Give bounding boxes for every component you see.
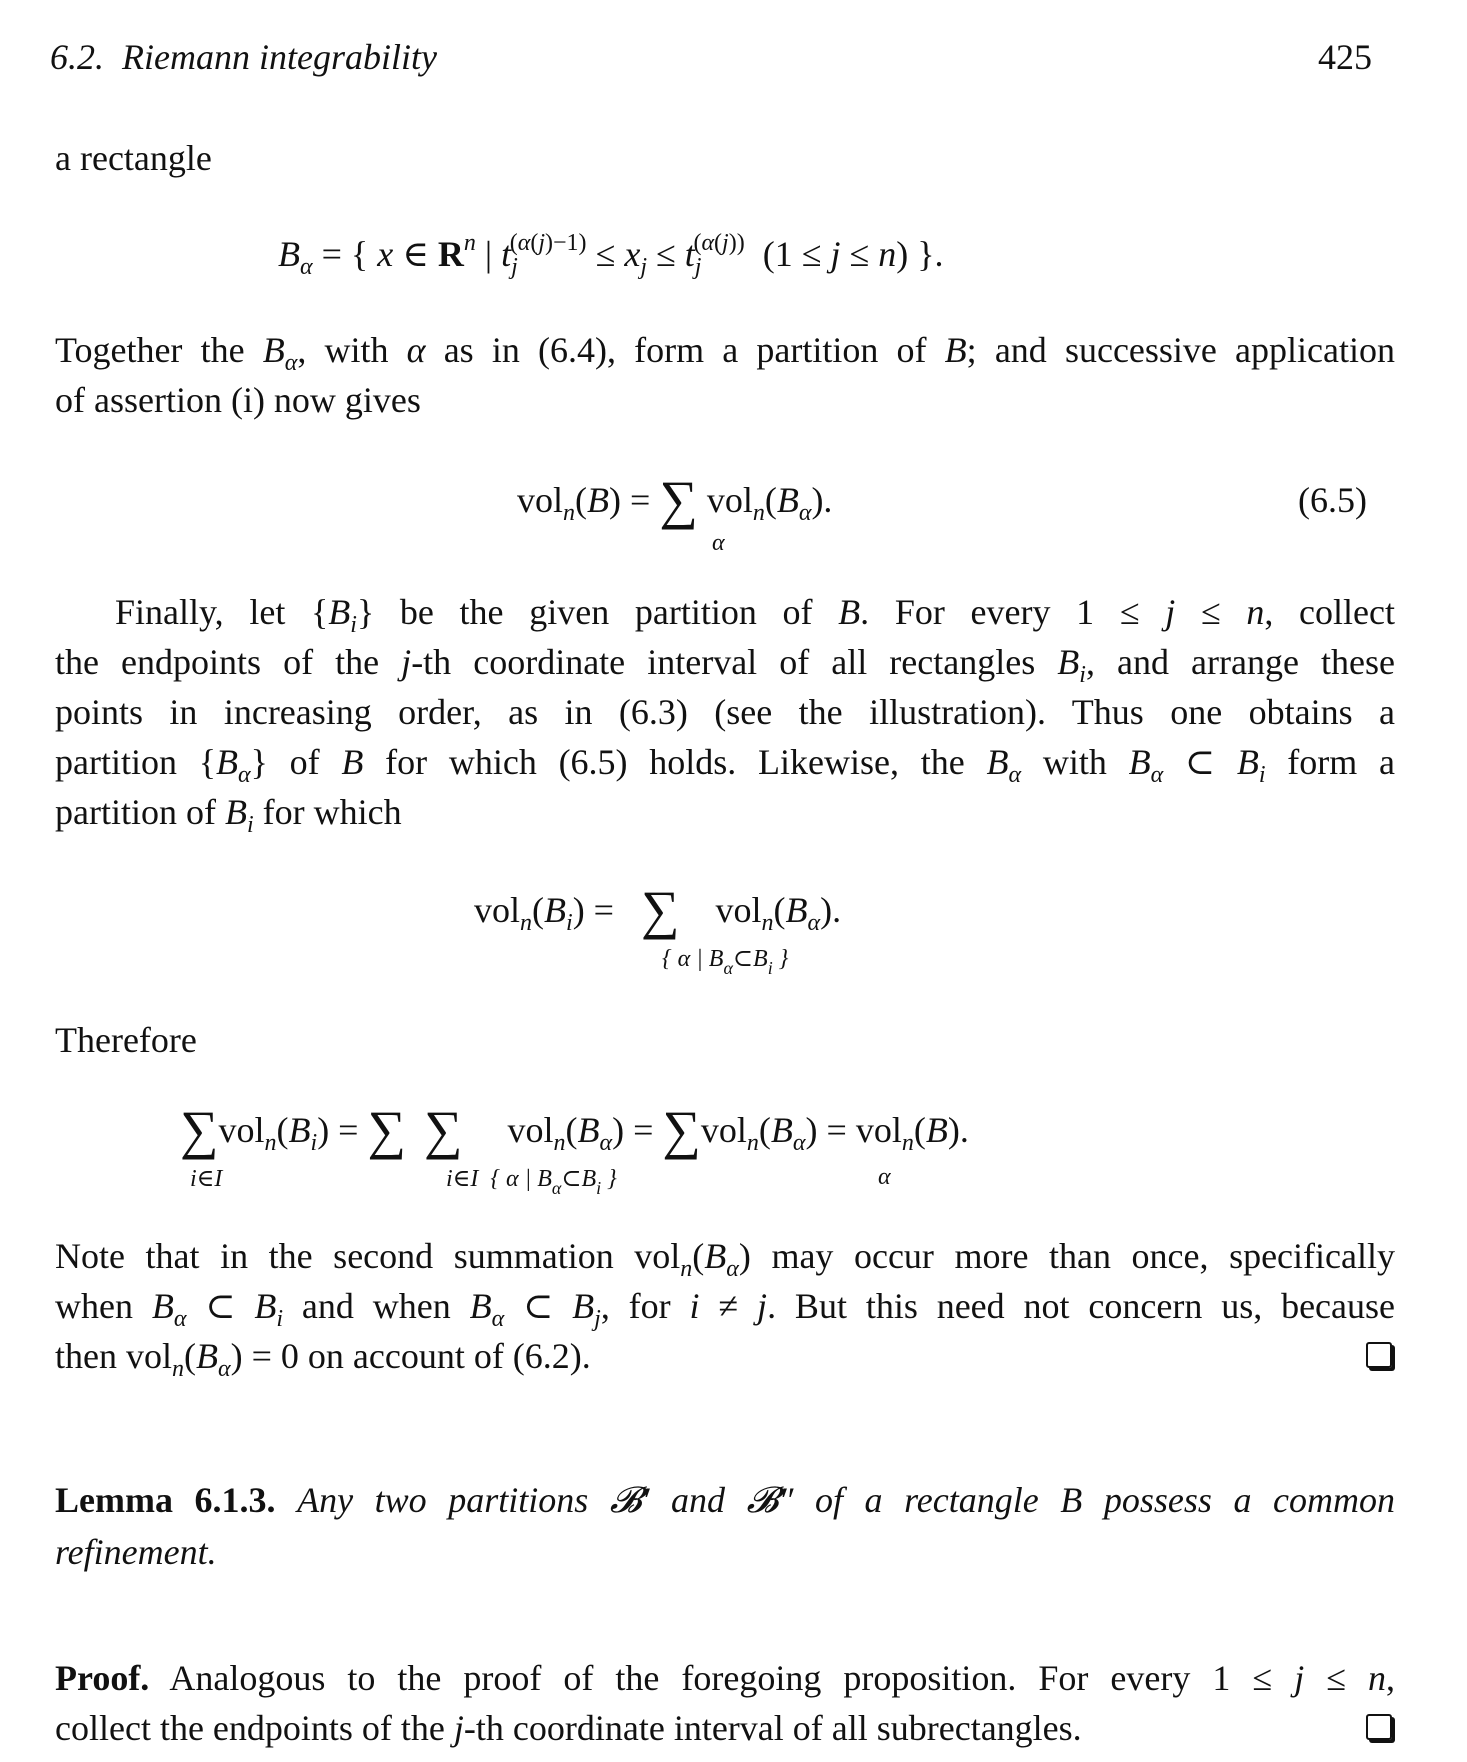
text-line: Together the $B_\alpha$, with α as in (6.4), form a partition of B; and successive application bbox=[55, 330, 1396, 376]
text-line: points in increasing order, as in (6.3) (see the illustration). Thus one obtains a bbox=[55, 692, 1395, 732]
sum-index: { α | $B_\alpha\subset B_i$ } bbox=[662, 946, 789, 978]
equation-sum: $\sum vol_n(B_i)$ = ∑ ∑ $vol_n(B_\alpha) = \sum vol_n(B_\alpha) = vol_n(B)$. bbox=[180, 1100, 969, 1160]
lemma-line: Lemma 6.1.3. Any two partitions 𝓑′ and 𝓑″ of a rectangle B possess a common bbox=[55, 1480, 1396, 1520]
page-number: 425 bbox=[1318, 37, 1372, 77]
text-line: Note that in the second summation $vol_n(B_\alpha)$ may occur more than once, specifically bbox=[55, 1236, 1395, 1282]
sum-index: i∈I { α | $B_\alpha\subset B_i$ } bbox=[446, 1166, 617, 1198]
lemma-label: Lemma 6.1.3. bbox=[55, 1480, 276, 1520]
text-line: Finally, let $\{B_i\}$ be the given partition of B. For every 1 ≤ j ≤ n, collect bbox=[115, 592, 1395, 638]
sum-index: α bbox=[878, 1164, 891, 1190]
sum-index: i∈I bbox=[190, 1166, 223, 1192]
text-line: partition $\{B_\alpha\}$ of B for which (6.5) holds. Likewise, the $B_\alpha$ with $B_\alpha$ ⊂ $B_i$ form a bbox=[55, 742, 1395, 788]
lemma-line: refinement. bbox=[55, 1532, 217, 1572]
equation-number: (6.5) bbox=[1298, 480, 1367, 520]
text-line: when $B_\alpha$ ⊂ $B_i$ and when $B_\alpha$ ⊂ $B_j$, for i ≠ j. But this need not concern us, because bbox=[55, 1286, 1395, 1332]
section-title: Riemann integrability bbox=[122, 37, 437, 77]
equation-b-alpha: $B_\alpha$ = { x ∈ $R^n$ | $t_j^{(\alpha(j)-1)} \le x_j \le t_j^{(\alpha(j))}$ (1 ≤ j ≤ n) }. bbox=[278, 230, 944, 280]
text-line: Therefore bbox=[55, 1020, 197, 1060]
text-line: partition of $B_i$ for which bbox=[55, 792, 402, 838]
running-header bbox=[50, 36, 437, 78]
sum-index: α bbox=[712, 530, 725, 556]
equation-6-5: vol$_n$(B) = ∑ $vol_n(B_\alpha)$. bbox=[517, 470, 833, 530]
qed-box-icon bbox=[1366, 1342, 1392, 1368]
qed-box-icon bbox=[1366, 1714, 1392, 1740]
equation-vol-bi: $vol_n(B_i)$ = ∑ $vol_n(B_\alpha)$. bbox=[474, 880, 842, 940]
text-line: of assertion (i) now gives bbox=[55, 380, 421, 420]
text-line: the endpoints of the j-th coordinate interval of all rectangles $B_i$, and arrange these bbox=[55, 642, 1395, 688]
proof-label: Proof. bbox=[55, 1658, 150, 1698]
section-number: 6.2. bbox=[50, 37, 104, 77]
proof-line: collect the endpoints of the j-th coordinate interval of all subrectangles. bbox=[55, 1708, 1082, 1748]
text-line: a rectangle bbox=[55, 138, 212, 178]
text-line: then $vol_n(B_\alpha) = 0$ on account of (6.2). bbox=[55, 1336, 591, 1382]
proof-line: Proof. Analogous to the proof of the foregoing proposition. For every 1 ≤ j ≤ n, bbox=[55, 1658, 1396, 1698]
